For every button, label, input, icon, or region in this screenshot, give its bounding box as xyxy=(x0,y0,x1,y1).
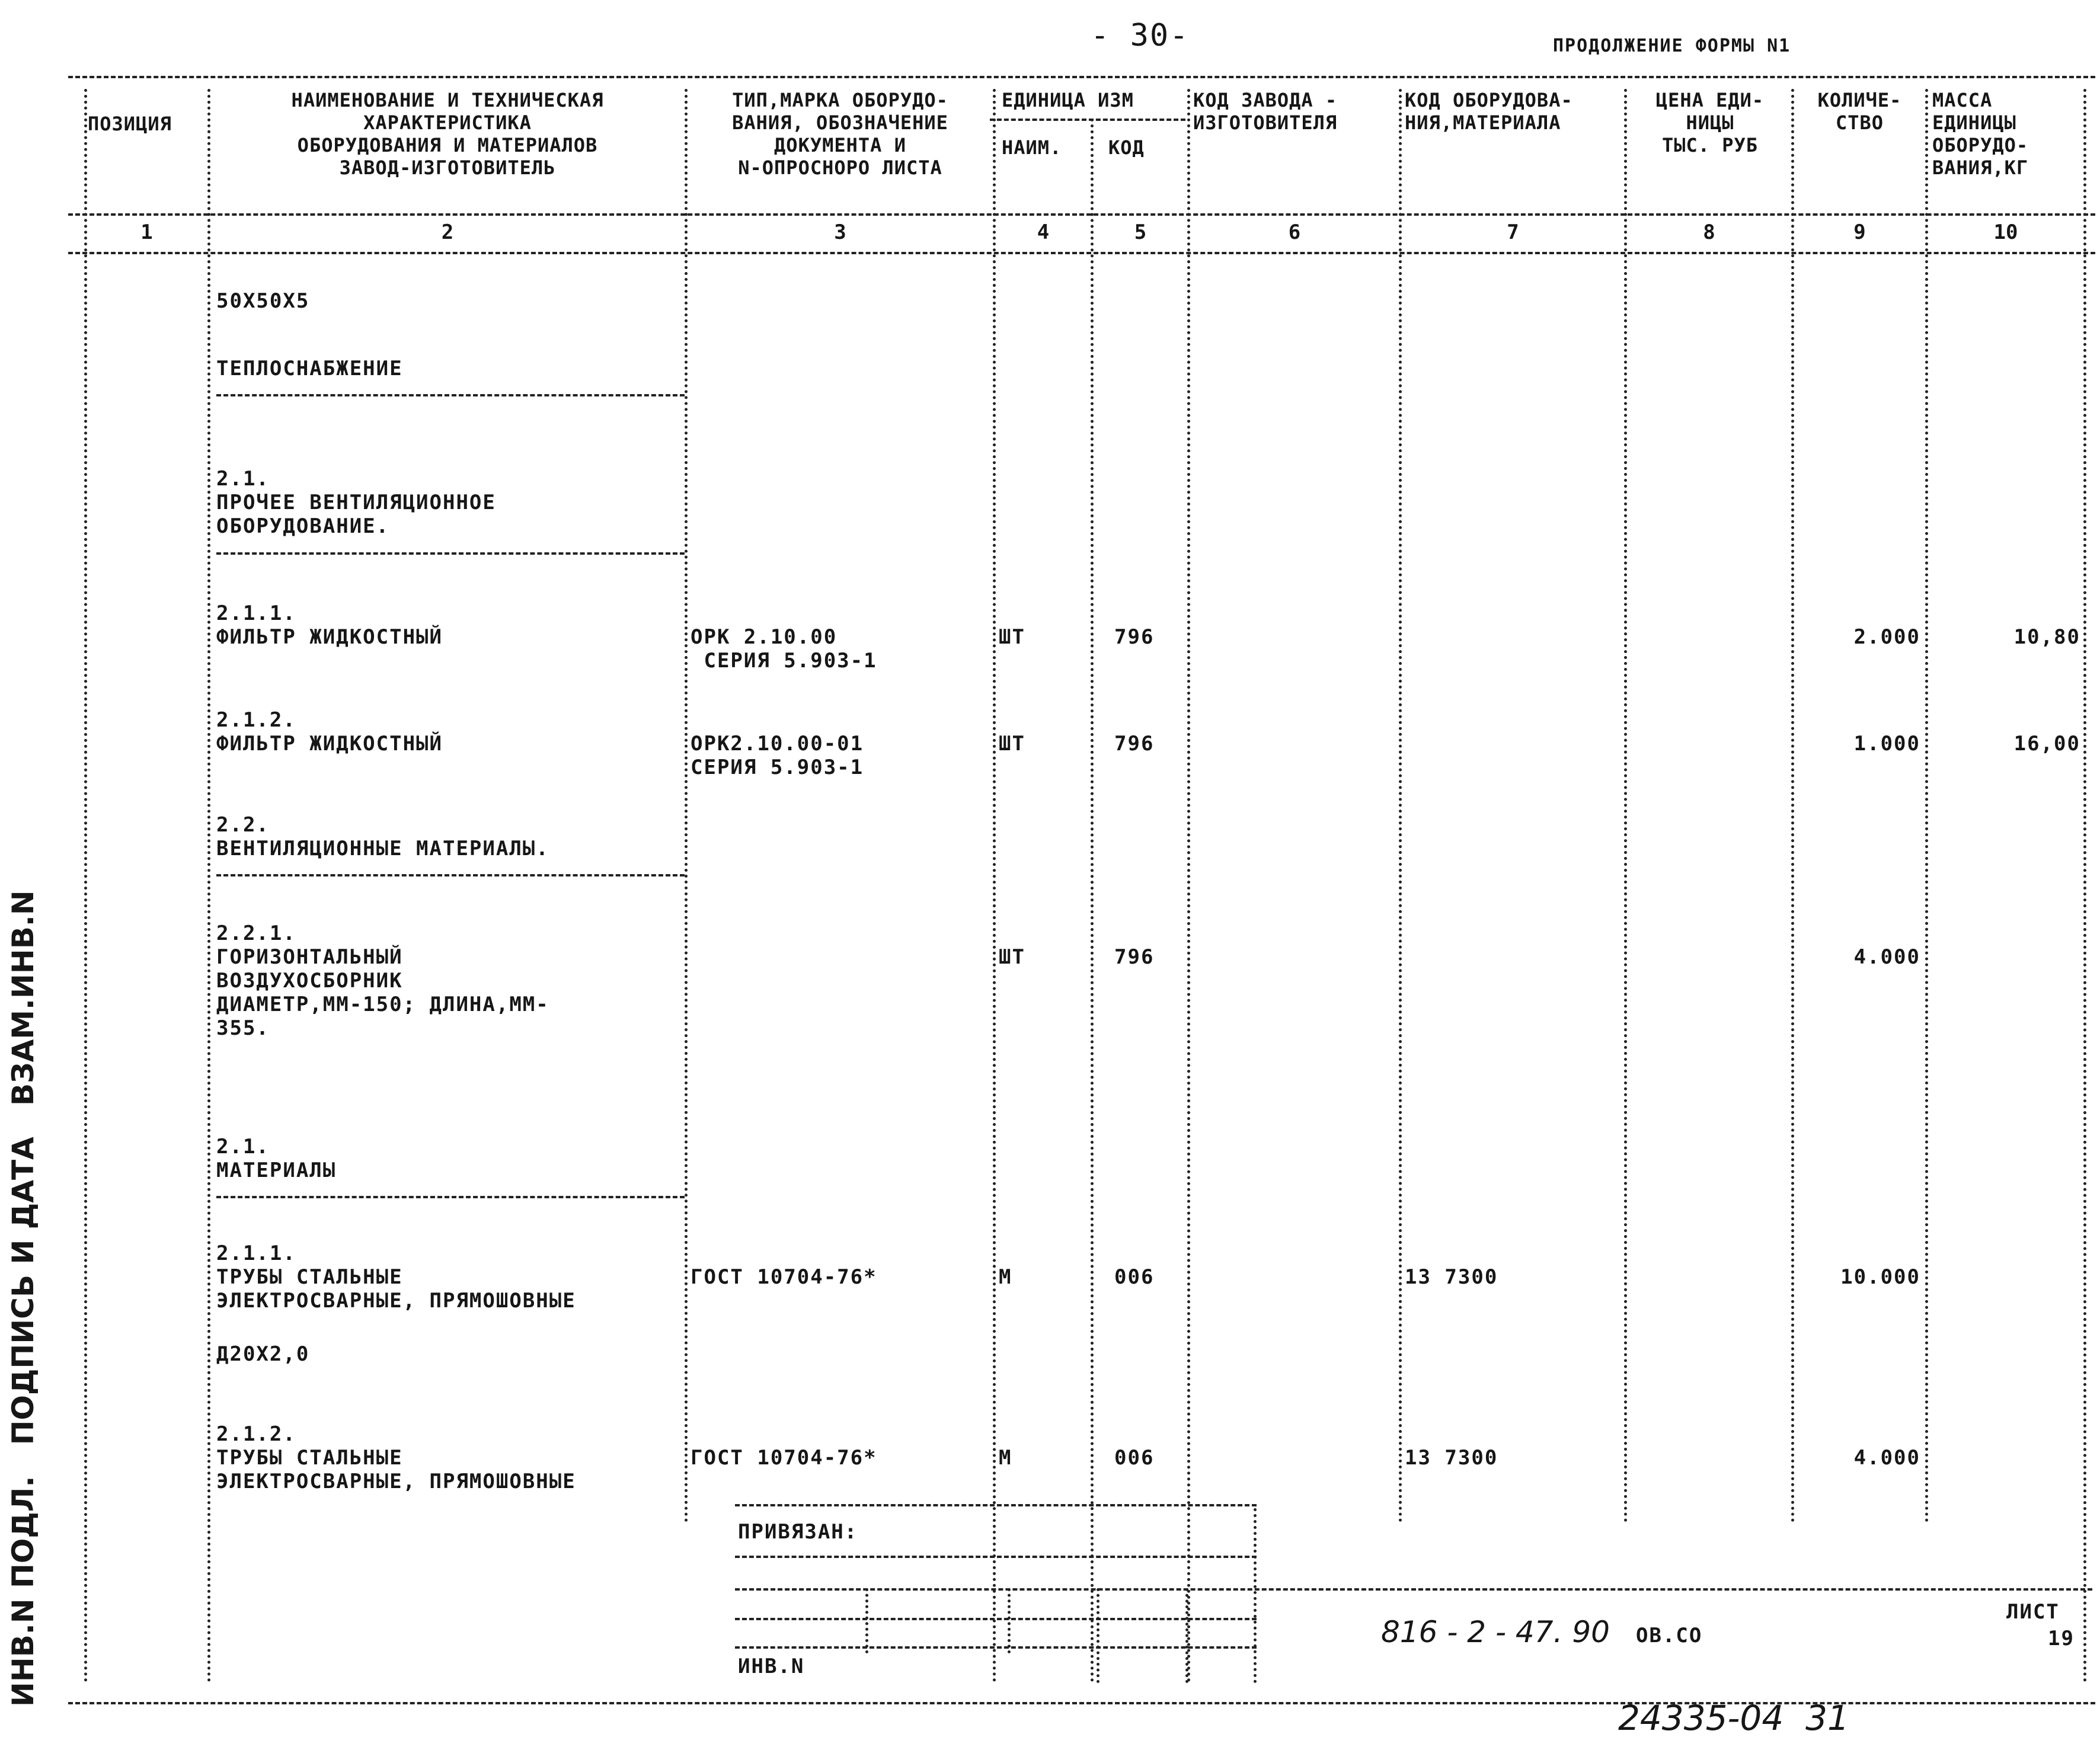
col-number: 5 xyxy=(1134,220,1147,244)
stamp-rule xyxy=(735,1504,1257,1506)
col-number: 7 xyxy=(1507,220,1519,244)
row-code: 796 xyxy=(1114,945,1155,969)
row-code: 796 xyxy=(1114,625,1155,649)
stamp-sep xyxy=(1254,1508,1257,1683)
col-number: 2 xyxy=(441,220,454,244)
row-code: 006 xyxy=(1114,1446,1155,1470)
col-sep-6 xyxy=(1187,89,1190,1683)
col-number: 3 xyxy=(834,220,846,244)
col-sep-7 xyxy=(1399,89,1402,1523)
row-mass: 16,00 xyxy=(2013,732,2080,756)
col-sep-5 xyxy=(1091,119,1094,1683)
col-number: 6 xyxy=(1288,220,1301,244)
row-type: ГОСТ 10704-76* xyxy=(691,1446,877,1470)
stamp-rule xyxy=(735,1618,1257,1620)
header-col-1: ПОЗИЦИЯ xyxy=(88,113,172,135)
unit-group-rule xyxy=(990,119,1185,121)
col-sep-4 xyxy=(993,89,996,1683)
col-sep-8 xyxy=(1624,89,1627,1523)
stamp-sheet-number: 19 xyxy=(2048,1627,2075,1650)
col-sep-11 xyxy=(2083,89,2086,1683)
row-name: 2.2.1. ГОРИЗОНТАЛЬНЫЙ ВОЗДУХОСБОРНИК ДИАМЕТР,ММ-150; ДЛИНА,ММ- 355. xyxy=(216,922,549,1040)
row-qty: 4.000 xyxy=(1853,1446,1920,1470)
col-sep-1 xyxy=(84,89,87,1683)
header-col-5: КОД xyxy=(1108,136,1145,159)
stamp-sep xyxy=(1097,1588,1099,1683)
col-sep-2 xyxy=(207,89,210,1683)
stamp-sep xyxy=(1185,1588,1188,1683)
row-name: 2.1.2. ТРУБЫ СТАЛЬНЫЕ ЭЛЕКТРОСВАРНЫЕ, ПРЯМОШОВНЫЕ xyxy=(216,1422,576,1493)
rule-top xyxy=(68,76,2095,78)
header-col-3: ТИП,МАРКА ОБОРУДО- ВАНИЯ, ОБОЗНАЧЕНИЕ ДОКУМЕНТА И N-ОПРОСНОРО ЛИСТА xyxy=(732,89,948,179)
row-unit: ШТ xyxy=(999,625,1025,649)
row-name: 2.1.1. ТРУБЫ СТАЛЬНЫЕ ЭЛЕКТРОСВАРНЫЕ, ПРЯМОШОВНЫЕ xyxy=(216,1242,576,1313)
stamp-bound-label: ПРИВЯЗАН: xyxy=(738,1520,858,1544)
col-number: 8 xyxy=(1703,220,1715,244)
header-col-2: НАИМЕНОВАНИЕ И ТЕХНИЧЕСКАЯ ХАРАКТЕРИСТИКА ОБОРУДОВАНИЯ И МАТЕРИАЛОВ ЗАВОД-ИЗГОТОВИТЕЛЬ xyxy=(291,89,604,179)
row-name: 2.1.2. ФИЛЬТР ЖИДКОСТНЫЙ xyxy=(216,708,443,756)
col-number: 10 xyxy=(1993,220,2018,244)
row-name: Д20X2,0 xyxy=(216,1342,310,1366)
row-type: ОРК 2.10.00 СЕРИЯ 5.903-1 xyxy=(691,625,877,673)
col-sep-3 xyxy=(685,89,688,1523)
row-unit: М xyxy=(999,1265,1012,1289)
row-qty: 1.000 xyxy=(1853,732,1920,756)
stamp-sep xyxy=(865,1588,868,1653)
row-code: 006 xyxy=(1114,1265,1155,1289)
section-rule xyxy=(216,394,685,396)
row-mass: 10,80 xyxy=(2013,625,2080,649)
row-unit: ШТ xyxy=(999,732,1025,756)
col-number: 4 xyxy=(1037,220,1050,244)
row-code: 796 xyxy=(1114,732,1155,756)
stamp-doc-code: 816 - 2 - 47. 90 xyxy=(1381,1615,1610,1649)
row-material-code: 13 7300 xyxy=(1405,1446,1498,1470)
row-type: ОРК2.10.00-01 СЕРИЯ 5.903-1 xyxy=(691,732,864,779)
col-sep-10 xyxy=(1925,89,1928,1523)
header-col-4: НАИМ. xyxy=(1002,136,1062,159)
row-name: 2.1. ПРОЧЕЕ ВЕНТИЛЯЦИОННОЕ ОБОРУДОВАНИЕ. xyxy=(216,467,496,538)
row-name: 2.2. ВЕНТИЛЯЦИОННЫЕ МАТЕРИАЛЫ. xyxy=(216,813,549,860)
stamp-rule xyxy=(735,1588,2092,1591)
stamp-rule xyxy=(735,1646,1257,1649)
stamp-inv-label: ИНВ.N xyxy=(738,1655,805,1678)
stamp-rule xyxy=(735,1556,1257,1558)
side-stamp: ИНВ.N ПОДЛ. ПОДПИСЬ И ДАТА ВЗАМ.ИНВ.N xyxy=(6,890,40,1707)
row-qty: 2.000 xyxy=(1853,625,1920,649)
header-col-10: МАССА ЕДИНИЦЫ ОБОРУДО- ВАНИЯ,КГ xyxy=(1932,89,2029,179)
col-number: 1 xyxy=(140,220,153,244)
row-material-code: 13 7300 xyxy=(1405,1265,1498,1289)
section-rule xyxy=(216,552,685,555)
row-qty: 4.000 xyxy=(1853,945,1920,969)
row-unit: ШТ xyxy=(999,945,1025,969)
header-col-6: КОД ЗАВОДА - ИЗГОТОВИТЕЛЯ xyxy=(1193,89,1338,134)
stamp-doc-suffix: ОВ.СО xyxy=(1636,1624,1703,1647)
col-sep-9 xyxy=(1791,89,1794,1523)
stamp-sheet-label: ЛИСТ xyxy=(2006,1600,2060,1624)
header-col-7: КОД ОБОРУДОВА- НИЯ,МАТЕРИАЛА xyxy=(1405,89,1573,134)
page-number: - 30- xyxy=(1091,18,1190,53)
row-type: ГОСТ 10704-76* xyxy=(691,1265,877,1289)
row-qty: 10.000 xyxy=(1840,1265,1920,1289)
section-rule xyxy=(216,874,685,876)
header-unit-group: ЕДИНИЦА ИЗМ xyxy=(1002,89,1134,111)
footer-code: 24335-04 31 xyxy=(1618,1698,1849,1738)
row-name: 2.1.1. ФИЛЬТР ЖИДКОСТНЫЙ xyxy=(216,602,443,649)
row-unit: М xyxy=(999,1446,1012,1470)
section-rule xyxy=(216,1196,685,1198)
header-col-9: КОЛИЧЕ- СТВО xyxy=(1817,89,1902,134)
row-name: ТЕПЛОСНАБЖЕНИЕ xyxy=(216,357,403,380)
row-name: 50X50X5 xyxy=(216,289,310,313)
row-name: 2.1. МАТЕРИАЛЫ xyxy=(216,1135,337,1182)
continuation-label: ПРОДОЛЖЕНИЕ ФОРМЫ N1 xyxy=(1553,36,1791,56)
stamp-sep xyxy=(1008,1588,1011,1653)
header-col-8: ЦЕНА ЕДИ- НИЦЫ ТЫС. РУБ xyxy=(1655,89,1765,156)
col-number: 9 xyxy=(1853,220,1866,244)
